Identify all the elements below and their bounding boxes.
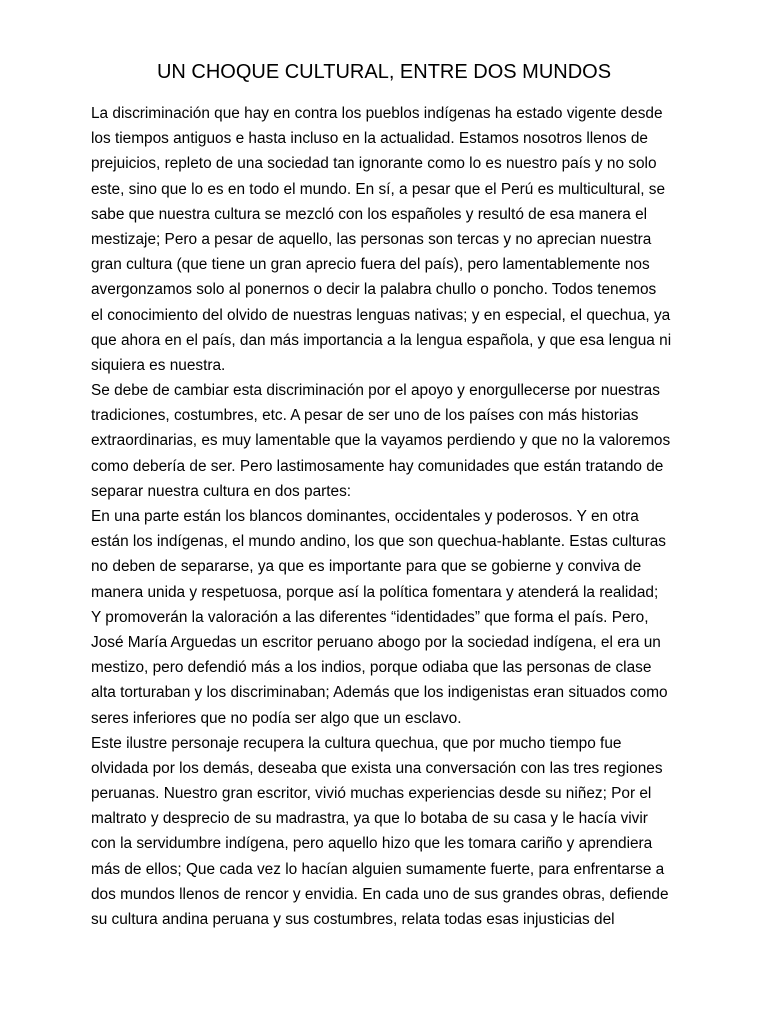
body-line: seres inferiores que no podía ser algo que un esclavo. (91, 709, 462, 727)
document-title: UN CHOQUE CULTURAL, ENTRE DOS MUNDOS (156, 61, 612, 83)
body-line: los tiempos antiguos e hasta incluso en la actualidad. Estamos nosotros llenos de (91, 130, 648, 148)
body-line: peruanas. Nuestro gran escritor, vivió muchas experiencias desde su niñez; Por el (91, 785, 652, 803)
body-line: el conocimiento del olvido de nuestras lenguas nativas; y en especial, el quechua, ya (91, 306, 671, 324)
body-line: gran cultura (que tiene un gran aprecio fuera del país), pero lamentablemente nos (91, 256, 650, 274)
body-line: mestizo, pero defendió más a los indios, porque odiaba que las personas de clase (91, 659, 652, 677)
body-line: separar nuestra cultura en dos partes: (91, 482, 352, 500)
body-line: su cultura andina peruana y sus costumbres, relata todas esas injusticias del (91, 911, 615, 928)
body-line: este, sino que lo es en todo el mundo. En sí, a pesar que el Perú es multicultural, se (91, 180, 666, 198)
body-line: tradiciones, costumbres, etc. A pesar de ser uno de los países con más historias (91, 407, 639, 425)
body-line: alta torturaban y los discriminaban; Además que los indigenistas eran situados como (91, 684, 668, 702)
body-line: como debería de ser. Pero lastimosamente hay comunidades que están tratando de (91, 457, 664, 475)
body-line: siquiera es nuestra. (91, 356, 226, 374)
body-line: prejuicios, repleto de una sociedad tan ignorante como lo es nuestro país y no solo (91, 155, 657, 173)
body-line: maltrato y desprecio de su madrastra, ya que lo botaba de su casa y le hacía vivir (91, 810, 648, 828)
body-line: José María Arguedas un escritor peruano abogo por la sociedad indígena, el era un (91, 633, 661, 651)
body-line: más de ellos; Que cada vez lo hacían alguien sumamente fuerte, para enfrentarse a (91, 860, 665, 878)
body-line: avergonzamos solo al ponernos o decir la palabra chullo o poncho. Todos tenemos (91, 281, 657, 299)
body-line: sabe que nuestra cultura se mezcló con los españoles y resultó de esa manera el (91, 205, 648, 223)
body-line: Se debe de cambiar esta discriminación por el apoyo y enorgullecerse por nuestras (91, 382, 660, 400)
document-body (91, 101, 691, 932)
body-line: Y promoverán la valoración a las diferentes “identidades” que forma el país. Pero, (91, 608, 649, 626)
body-line: no deben de separarse, ya que es importante para que se gobierne y conviva de (91, 558, 642, 576)
body-line: con la servidumbre indígena, pero aquello hizo que les tomara cariño y aprendiera (91, 835, 653, 853)
body-line: olvidada por los demás, deseaba que exista una conversación con las tres regiones (91, 759, 663, 777)
body-line: La discriminación que hay en contra los pueblos indígenas ha estado vigente desde (91, 105, 663, 122)
body-line: En una parte están los blancos dominantes, occidentales y poderosos. Y en otra (91, 508, 639, 525)
body-line: manera unida y respetuosa, porque así la política fomentara y atenderá la realidad; (91, 583, 659, 601)
body-line: Este ilustre personaje recupera la cultura quechua, que por mucho tiempo fue (91, 734, 622, 752)
body-line: mestizaje; Pero a pesar de aquello, las personas son tercas y no aprecian nuestra (91, 230, 652, 248)
body-line: están los indígenas, el mundo andino, los que son quechua-hablante. Estas culturas (91, 533, 666, 551)
body-line: que ahora en el país, dan más importancia a la lengua española, y que esa lengua ni (91, 331, 672, 349)
body-line: extraordinarias, es muy lamentable que la vayamos perdiendo y que no la valoremos (91, 432, 671, 450)
body-line: dos mundos llenos de rencor y envidia. En cada uno de sus grandes obras, defiende (91, 885, 669, 903)
